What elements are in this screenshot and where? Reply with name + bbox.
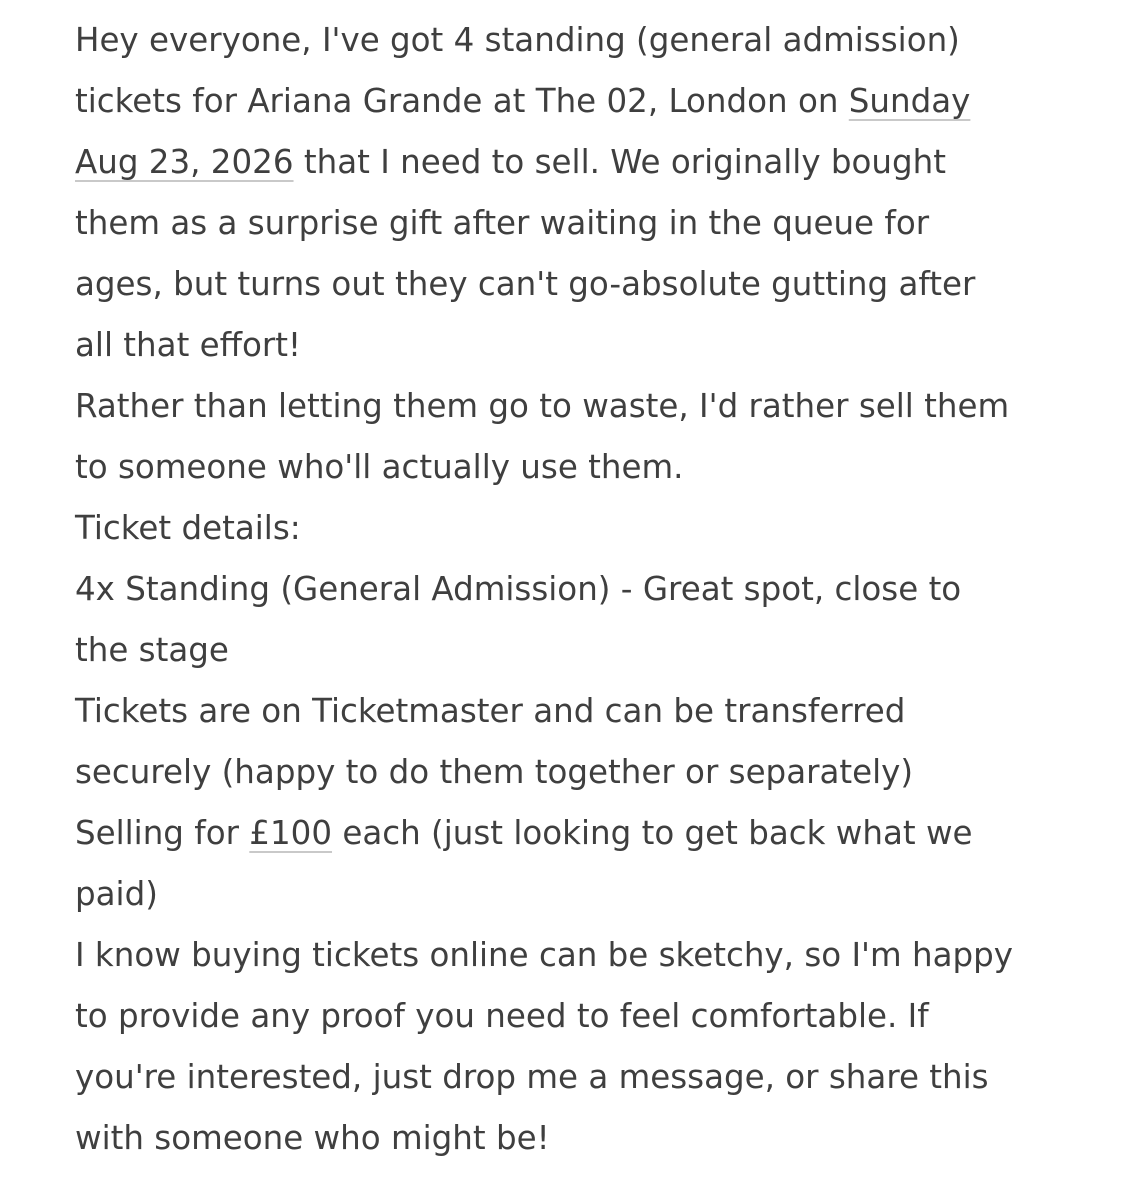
date-link-part-2[interactable]: Aug 23, 2026 [75,143,294,181]
intro-line-2 [75,71,1075,132]
details-heading: Ticket details: [75,509,301,547]
intro-line-6: all that effort! [75,326,302,364]
closing-line-4: with someone who might be! [75,1119,550,1157]
standing-line-2: the stage [75,631,229,669]
intro-line-1: Hey everyone, I've got 4 standing (general admission) [75,21,960,59]
closing-line-2: to provide any proof you need to feel comfortable. If [75,997,929,1035]
intro-line-3-text: that I need to sell. We originally bought [293,143,946,181]
price-post-text: each (just looking to get back what we [332,814,973,852]
rather-line-2: to someone who'll actually use them. [75,448,684,486]
date-link-part-1[interactable]: Sunday [848,82,971,120]
intro-line-5: ages, but turns out they can't go-absolute gutting after [75,265,976,303]
note-body[interactable] [75,10,1075,1169]
closing-line-3: you're interested, just drop me a message, or share this [75,1058,989,1096]
transfer-line-2: securely (happy to do them together or separately) [75,753,914,791]
transfer-line-1: Tickets are on Ticketmaster and can be transferred [75,692,906,730]
price-line-2: paid) [75,875,158,913]
standing-line-1: 4x Standing (General Admission) - Great spot, close to [75,570,962,608]
intro-line-4: them as a surprise gift after waiting in the queue for [75,204,930,242]
price-amount-link[interactable]: £100 [249,814,333,852]
price-pre-text: Selling for [75,814,250,852]
intro-line-3 [75,132,1075,193]
price-line-1 [75,803,1075,864]
closing-line-1: I know buying tickets online can be sketchy, so I'm happy [75,936,1013,974]
intro-line-2-text: tickets for Ariana Grande at The 02, London on [75,82,849,120]
rather-line-1: Rather than letting them go to waste, I'd rather sell them [75,387,1010,425]
